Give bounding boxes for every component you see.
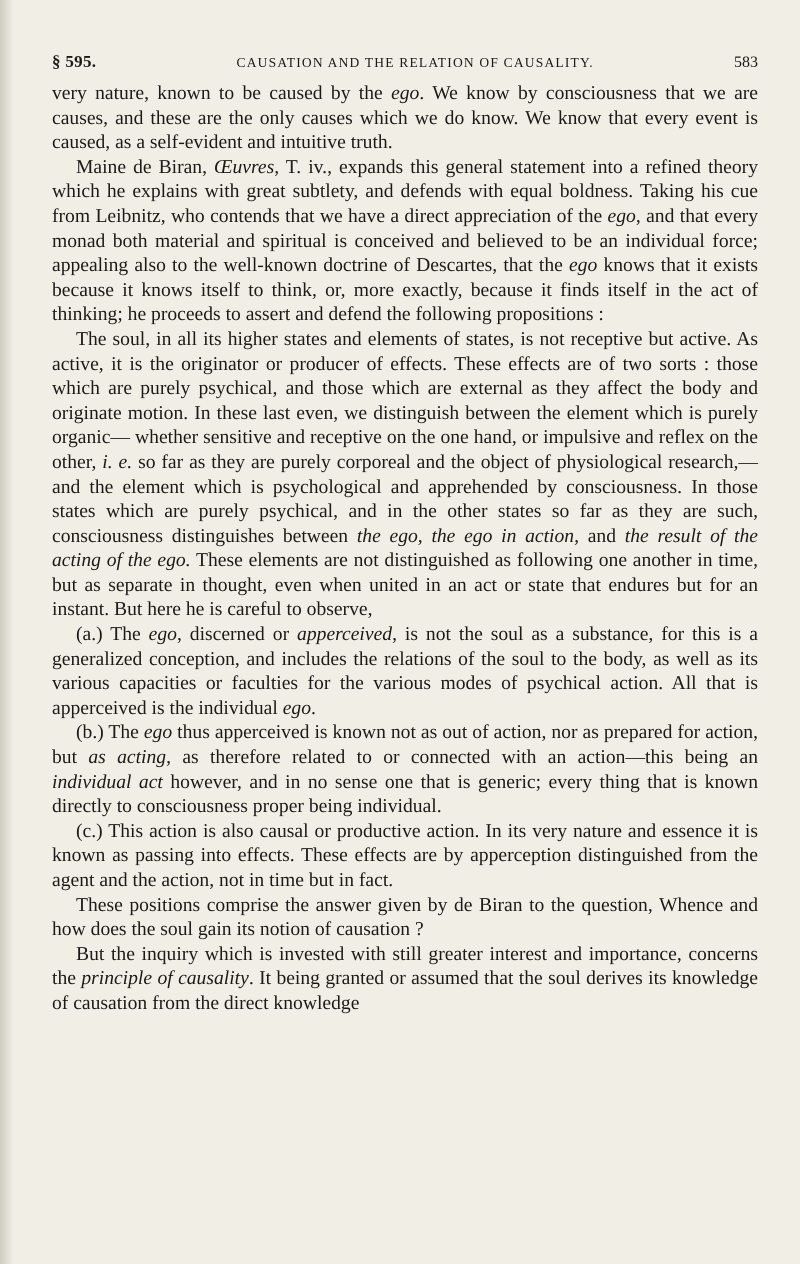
paragraph — [52, 721, 758, 819]
text-run: (b.) The — [76, 722, 144, 744]
paragraph — [52, 894, 758, 943]
text-run: (a.) The — [76, 624, 149, 646]
section-number: § 595. — [52, 52, 97, 71]
italic-text: Œuvres — [214, 156, 275, 178]
italic-text: ego — [607, 205, 636, 227]
text-run: , T. iv., expands this general statement into a refined theory which he explains with great subtlety, and defends with equal boldness. Taking his cue from Leibnitz, who contends that we have a direct appreciation of the — [52, 156, 758, 227]
text-run: , and that every monad both material and spiritual is conceived and believed to be an individual force; appealing also to the well-known doctrine of Descartes, that the — [52, 205, 758, 277]
paragraph — [52, 820, 758, 894]
running-head — [52, 52, 758, 82]
page-number: 583 — [733, 54, 758, 71]
italic-text: ego — [148, 624, 177, 646]
paragraph — [52, 943, 758, 1017]
text-run: knows that it exists because it knows itself to think, or, more exactly, because it finds itself in the act of thinking; he proceeds to assert and defend the following propositions : — [52, 255, 758, 326]
text-run: . It being granted or assumed that the soul derives its knowledge of causation from the direct knowledge — [52, 968, 758, 1014]
text-run: so far as they are purely corporeal and the object of physiological research,—and the element which is psychological and apprehended by consciousness. In those states which are purely psychical, and in the other states so far as they are such, consciousness distinguishes between — [52, 451, 758, 547]
italic-text: individual act — [52, 771, 163, 793]
text-run: . — [311, 697, 316, 719]
text-run: and — [579, 525, 625, 547]
italic-text: principle of causality — [81, 968, 249, 990]
text-run: (c.) This action is also causal or productive action. In its very nature and essence it is known as passing into effects. These effects are by apperception distinguished from the agent and the action, not in time but in fact. — [52, 820, 758, 891]
text-run: But the inquiry which is invested with still greater interest and importance, concerns the — [52, 943, 758, 990]
paragraph — [52, 82, 758, 156]
italic-text: as acting — [88, 747, 167, 769]
book-page — [52, 52, 758, 1017]
text-run: very nature, known to be caused by the — [52, 83, 392, 104]
text-run: thus apperceived is known not as out of action, nor as prepared for action, but — [52, 722, 758, 769]
text-run: , is not the soul as a substance, for this is a generalized conception, and includes the relations of the soul to the body, as well as its various capacities or faculties for the various modes of psychical action. All that is apperceived is the individual — [52, 624, 758, 719]
text-run: , discerned or — [176, 624, 298, 646]
text-run: Maine de Biran, — [76, 156, 215, 178]
body-text — [52, 82, 758, 1017]
italic-text: the result of the acting of the ego. — [52, 525, 758, 572]
text-run: , as therefore related to or connected with an action—this being an — [166, 747, 759, 769]
italic-text: ego — [391, 83, 420, 104]
italic-text: the ego, the ego in action, — [356, 525, 579, 547]
italic-text: ego — [568, 255, 598, 277]
italic-text: ego — [282, 697, 311, 719]
text-run: . We know by consciousness that we are causes, and these are the only causes which we do know. We know that every event is caused, as a self-evident and intuitive truth. — [52, 83, 758, 154]
paragraph — [52, 328, 758, 623]
italic-text: i. e. — [102, 451, 133, 473]
italic-text: ego — [143, 722, 173, 744]
italic-text: apperceived — [297, 624, 393, 646]
text-run: The soul, in all its higher states and elements of states, is not receptive but active. As active, it is the originator or producer of effects. These effects are of two sorts : those which are purely psychical, and those which are external as they affect the body and originate motion. In these last even, we distinguish between the element which is purely organic— whether sensitive and receptive on the one hand, or impulsive and reflex on the other, — [52, 328, 758, 473]
page-gutter-shadow — [0, 0, 14, 1264]
text-run: These positions comprise the answer given by de Biran to the question, Whence and how does the soul gain its notion of causation ? — [52, 894, 758, 941]
text-run: however, and in no sense one that is generic; every thing that is known directly to consciousness proper being individual. — [52, 771, 758, 818]
running-title: CAUSATION AND THE RELATION OF CAUSALITY. — [236, 55, 594, 70]
paragraph — [52, 156, 758, 328]
text-run: These elements are not distinguished as following one another in time, but as separate in thought, even when united in an act or state that endures but for an instant. But here he is careful to observe, — [52, 550, 758, 621]
paragraph — [52, 623, 758, 721]
